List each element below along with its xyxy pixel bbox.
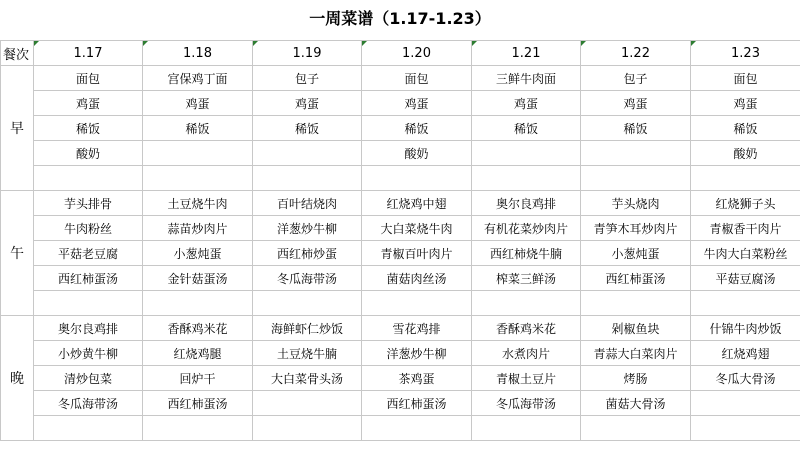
dish-cell: 水煮肉片: [472, 341, 581, 366]
dish-cell: [253, 166, 362, 191]
dish-cell: 剁椒鱼块: [581, 316, 691, 341]
dish-cell: [34, 166, 143, 191]
menu-row: [1, 66, 800, 91]
meal-label: 早: [1, 66, 34, 191]
dish-cell: 大白菜烧牛肉: [362, 216, 472, 241]
dish-cell: 稀饭: [581, 116, 691, 141]
menu-row: [1, 266, 800, 291]
dish-cell: [581, 291, 691, 316]
dish-cell: 冬瓜海带汤: [253, 266, 362, 291]
dish-cell: 冬瓜大骨汤: [691, 366, 800, 391]
dish-cell: 红烧鸡中翅: [362, 191, 472, 216]
dish-cell: [472, 166, 581, 191]
dish-cell: 面包: [34, 66, 143, 91]
dish-cell: 西红柿蛋汤: [143, 391, 253, 416]
date-header: 1.18: [143, 41, 253, 66]
dish-cell: 包子: [581, 66, 691, 91]
dish-cell: 菌菇大骨汤: [581, 391, 691, 416]
dish-cell: 鸡蛋: [362, 91, 472, 116]
dish-cell: 稀饭: [34, 116, 143, 141]
dish-cell: 平菇豆腐汤: [691, 266, 800, 291]
dish-cell: 芋头排骨: [34, 191, 143, 216]
dish-cell: 西红柿烧牛腩: [472, 241, 581, 266]
dish-cell: [472, 416, 581, 441]
menu-row: [1, 216, 800, 241]
dish-cell: 面包: [362, 66, 472, 91]
date-header: 1.22: [581, 41, 691, 66]
menu-row: [1, 141, 800, 166]
dish-cell: 洋葱炒牛柳: [253, 216, 362, 241]
dish-cell: [362, 166, 472, 191]
dish-cell: [362, 291, 472, 316]
dish-cell: [253, 141, 362, 166]
dish-cell: [691, 416, 800, 441]
menu-row: [1, 316, 800, 341]
dish-cell: 红烧鸡腿: [143, 341, 253, 366]
dish-cell: 洋葱炒牛柳: [362, 341, 472, 366]
menu-row: [1, 341, 800, 366]
meal-label: 晚: [1, 316, 34, 441]
menu-row: [1, 366, 800, 391]
dish-cell: [253, 391, 362, 416]
menu-table: [0, 40, 800, 441]
menu-row: [1, 241, 800, 266]
dish-cell: [472, 291, 581, 316]
dish-cell: [143, 141, 253, 166]
dish-cell: 鸡蛋: [581, 91, 691, 116]
menu-row: [1, 391, 800, 416]
dish-cell: [691, 391, 800, 416]
dish-cell: [362, 416, 472, 441]
dish-cell: 大白菜骨头汤: [253, 366, 362, 391]
dish-cell: 香酥鸡米花: [143, 316, 253, 341]
dish-cell: 酸奶: [34, 141, 143, 166]
dish-cell: 稀饭: [253, 116, 362, 141]
dish-cell: 鸡蛋: [472, 91, 581, 116]
dish-cell: [143, 291, 253, 316]
dish-cell: 酸奶: [362, 141, 472, 166]
dish-cell: 稀饭: [362, 116, 472, 141]
dish-cell: 海鲜虾仁炒饭: [253, 316, 362, 341]
dish-cell: 蒜苗炒肉片: [143, 216, 253, 241]
dish-cell: [143, 416, 253, 441]
menu-row: [1, 291, 800, 316]
dish-cell: [34, 291, 143, 316]
dish-cell: [472, 141, 581, 166]
dish-cell: 红烧鸡翅: [691, 341, 800, 366]
dish-cell: [581, 166, 691, 191]
dish-cell: 稀饭: [691, 116, 800, 141]
dish-cell: 鸡蛋: [34, 91, 143, 116]
dish-cell: 青椒土豆片: [472, 366, 581, 391]
dish-cell: [581, 141, 691, 166]
dish-cell: 青笋木耳炒肉片: [581, 216, 691, 241]
page-title: 一周菜谱（1.17-1.23）: [309, 9, 491, 28]
dish-cell: 酸奶: [691, 141, 800, 166]
dish-cell: 榨菜三鲜汤: [472, 266, 581, 291]
dish-cell: 青椒香干肉片: [691, 216, 800, 241]
dish-cell: 小葱炖蛋: [581, 241, 691, 266]
dish-cell: 土豆烧牛肉: [143, 191, 253, 216]
dish-cell: [253, 416, 362, 441]
dish-cell: 什锦牛肉炒饭: [691, 316, 800, 341]
dish-cell: 菌菇肉丝汤: [362, 266, 472, 291]
dish-cell: 稀饭: [472, 116, 581, 141]
dish-cell: 牛肉大白菜粉丝: [691, 241, 800, 266]
dish-cell: 平菇老豆腐: [34, 241, 143, 266]
dish-cell: 冬瓜海带汤: [34, 391, 143, 416]
dish-cell: 芋头烧肉: [581, 191, 691, 216]
dish-cell: 小炒黄牛柳: [34, 341, 143, 366]
dish-cell: 稀饭: [143, 116, 253, 141]
dish-cell: 奥尔良鸡排: [34, 316, 143, 341]
dish-cell: 西红柿蛋汤: [581, 266, 691, 291]
dish-cell: 烤肠: [581, 366, 691, 391]
dish-cell: 青椒百叶肉片: [362, 241, 472, 266]
dish-cell: 有机花菜炒肉片: [472, 216, 581, 241]
menu-row: [1, 191, 800, 216]
dish-cell: 小葱炖蛋: [143, 241, 253, 266]
dish-cell: 鸡蛋: [253, 91, 362, 116]
dish-cell: 鸡蛋: [143, 91, 253, 116]
dish-cell: [143, 166, 253, 191]
dish-cell: 西红柿蛋汤: [362, 391, 472, 416]
menu-row: [1, 91, 800, 116]
dish-cell: [691, 166, 800, 191]
dish-cell: 面包: [691, 66, 800, 91]
dish-cell: 百叶结烧肉: [253, 191, 362, 216]
dish-cell: [253, 291, 362, 316]
dish-cell: [581, 416, 691, 441]
dish-cell: 清炒包菜: [34, 366, 143, 391]
dish-cell: [34, 416, 143, 441]
meal-label: 午: [1, 191, 34, 316]
dish-cell: 金针菇蛋汤: [143, 266, 253, 291]
dish-cell: 三鲜牛肉面: [472, 66, 581, 91]
dish-cell: 牛肉粉丝: [34, 216, 143, 241]
dish-cell: 雪花鸡排: [362, 316, 472, 341]
dish-cell: 包子: [253, 66, 362, 91]
menu-row: [1, 116, 800, 141]
menu-row: [1, 166, 800, 191]
dish-cell: 奥尔良鸡排: [472, 191, 581, 216]
dish-cell: 西红柿炒蛋: [253, 241, 362, 266]
menu-row: [1, 416, 800, 441]
date-header: 1.20: [362, 41, 472, 66]
header-row: [1, 41, 800, 66]
date-header: 1.23: [691, 41, 800, 66]
dish-cell: 回炉干: [143, 366, 253, 391]
dish-cell: 土豆烧牛腩: [253, 341, 362, 366]
meal-column-header: 餐次: [1, 41, 34, 66]
date-header: 1.17: [34, 41, 143, 66]
dish-cell: 红烧狮子头: [691, 191, 800, 216]
dish-cell: [691, 291, 800, 316]
date-header: 1.21: [472, 41, 581, 66]
dish-cell: 茶鸡蛋: [362, 366, 472, 391]
date-header: 1.19: [253, 41, 362, 66]
dish-cell: 鸡蛋: [691, 91, 800, 116]
dish-cell: 香酥鸡米花: [472, 316, 581, 341]
dish-cell: 冬瓜海带汤: [472, 391, 581, 416]
dish-cell: 宫保鸡丁面: [143, 66, 253, 91]
dish-cell: 西红柿蛋汤: [34, 266, 143, 291]
dish-cell: 青蒜大白菜肉片: [581, 341, 691, 366]
